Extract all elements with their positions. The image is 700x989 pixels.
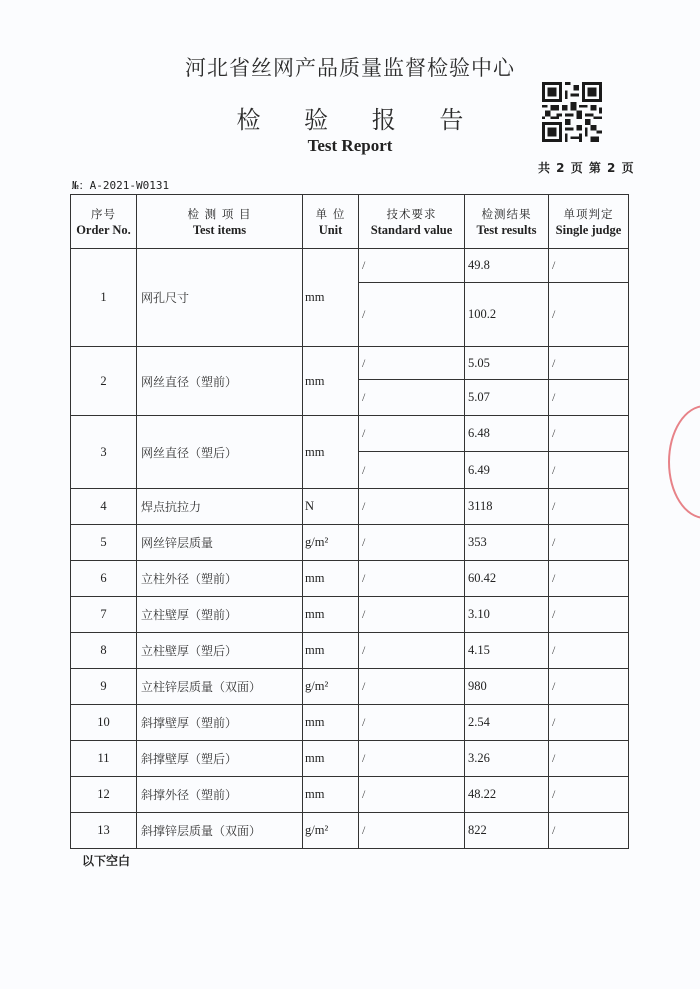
test-result: 60.42 <box>465 561 549 597</box>
test-result: 3.10 <box>465 597 549 633</box>
test-item: 斜撑壁厚（塑前） <box>137 705 303 741</box>
test-item: 网丝锌层质量 <box>137 525 303 561</box>
single-judge: / <box>549 452 629 489</box>
test-result: 6.48 <box>465 416 549 452</box>
report-number: №：A-2021-W0131 <box>72 179 170 192</box>
unit: mm <box>303 633 359 669</box>
table-row <box>71 347 629 380</box>
test-result: 3.26 <box>465 741 549 777</box>
column-header-standard: 技术要求 Standard value <box>359 195 465 249</box>
standard-value: / <box>359 705 465 741</box>
standard-value: / <box>359 347 465 380</box>
standard-value: / <box>359 283 465 347</box>
single-judge: / <box>549 813 629 849</box>
order-no: 3 <box>71 416 137 489</box>
table-row <box>71 741 629 777</box>
organization-name: 河北省丝网产品质量监督检验中心 <box>185 56 515 80</box>
test-item: 立柱壁厚（塑后） <box>137 633 303 669</box>
order-no: 4 <box>71 489 137 525</box>
single-judge: / <box>549 777 629 813</box>
standard-value: / <box>359 525 465 561</box>
column-header-unit: 单 位 Unit <box>303 195 359 249</box>
single-judge: / <box>549 249 629 283</box>
unit: mm <box>303 249 359 347</box>
column-header-results: 检测结果 Test results <box>465 195 549 249</box>
test-result: 5.05 <box>465 347 549 380</box>
unit: N <box>303 489 359 525</box>
test-result: 822 <box>465 813 549 849</box>
test-result: 2.54 <box>465 705 549 741</box>
single-judge: / <box>549 525 629 561</box>
test-result: 48.22 <box>465 777 549 813</box>
order-no: 1 <box>71 249 137 347</box>
test-item: 斜撑壁厚（塑后） <box>137 741 303 777</box>
single-judge: / <box>549 705 629 741</box>
table-row <box>71 489 629 525</box>
test-result: 5.07 <box>465 380 549 416</box>
unit: mm <box>303 705 359 741</box>
single-judge: / <box>549 283 629 347</box>
table-header-row <box>71 195 629 249</box>
table-row <box>71 597 629 633</box>
table-row <box>71 705 629 741</box>
standard-value: / <box>359 561 465 597</box>
table-row <box>71 813 629 849</box>
test-item: 立柱锌层质量（双面） <box>137 669 303 705</box>
test-result: 3118 <box>465 489 549 525</box>
unit: mm <box>303 416 359 489</box>
column-header-items: 检 测 项 目 Test items <box>137 195 303 249</box>
test-result: 980 <box>465 669 549 705</box>
order-no: 6 <box>71 561 137 597</box>
unit: mm <box>303 597 359 633</box>
standard-value: / <box>359 777 465 813</box>
order-no: 9 <box>71 669 137 705</box>
single-judge: / <box>549 489 629 525</box>
unit: g/m² <box>303 813 359 849</box>
test-result: 6.49 <box>465 452 549 489</box>
test-item: 斜撑外径（塑前） <box>137 777 303 813</box>
table-row <box>71 669 629 705</box>
standard-value: / <box>359 380 465 416</box>
unit: g/m² <box>303 669 359 705</box>
test-result: 49.8 <box>465 249 549 283</box>
standard-value: / <box>359 597 465 633</box>
table-row <box>71 777 629 813</box>
single-judge: / <box>549 561 629 597</box>
standard-value: / <box>359 669 465 705</box>
test-result: 4.15 <box>465 633 549 669</box>
order-no: 2 <box>71 347 137 416</box>
single-judge: / <box>549 741 629 777</box>
unit: mm <box>303 741 359 777</box>
table-row <box>71 525 629 561</box>
unit: mm <box>303 777 359 813</box>
column-header-order: 序号 Order No. <box>71 195 137 249</box>
single-judge: / <box>549 416 629 452</box>
order-no: 8 <box>71 633 137 669</box>
order-no: 11 <box>71 741 137 777</box>
test-item: 立柱壁厚（塑前） <box>137 597 303 633</box>
order-no: 7 <box>71 597 137 633</box>
standard-value: / <box>359 489 465 525</box>
test-result: 100.2 <box>465 283 549 347</box>
test-item: 立柱外径（塑前） <box>137 561 303 597</box>
single-judge: / <box>549 633 629 669</box>
test-result: 353 <box>465 525 549 561</box>
document-subtitle: Test Report <box>307 136 393 155</box>
standard-value: / <box>359 633 465 669</box>
table-row <box>71 416 629 452</box>
page-info: 共 2 页 第 2 页 <box>538 161 635 175</box>
test-item: 网丝直径（塑后） <box>137 416 303 489</box>
table-row <box>71 249 629 283</box>
official-seal-stamp <box>668 405 700 519</box>
blank-below-note: 以下空白 <box>82 854 131 868</box>
unit: mm <box>303 347 359 416</box>
qr-code-icon <box>542 82 602 142</box>
document-title: 检 验 报 告 <box>236 106 482 134</box>
test-results-table <box>70 194 629 849</box>
column-header-judge: 单项判定 Single judge <box>549 195 629 249</box>
order-no: 10 <box>71 705 137 741</box>
unit: mm <box>303 561 359 597</box>
test-item: 斜撑锌层质量（双面） <box>137 813 303 849</box>
order-no: 12 <box>71 777 137 813</box>
single-judge: / <box>549 347 629 380</box>
test-item: 网孔尺寸 <box>137 249 303 347</box>
standard-value: / <box>359 741 465 777</box>
table-row <box>71 561 629 597</box>
standard-value: / <box>359 416 465 452</box>
single-judge: / <box>549 380 629 416</box>
standard-value: / <box>359 813 465 849</box>
single-judge: / <box>549 669 629 705</box>
unit: g/m² <box>303 525 359 561</box>
order-no: 13 <box>71 813 137 849</box>
test-item: 焊点抗拉力 <box>137 489 303 525</box>
standard-value: / <box>359 249 465 283</box>
test-item: 网丝直径（塑前） <box>137 347 303 416</box>
single-judge: / <box>549 597 629 633</box>
standard-value: / <box>359 452 465 489</box>
table-row <box>71 633 629 669</box>
order-no: 5 <box>71 525 137 561</box>
